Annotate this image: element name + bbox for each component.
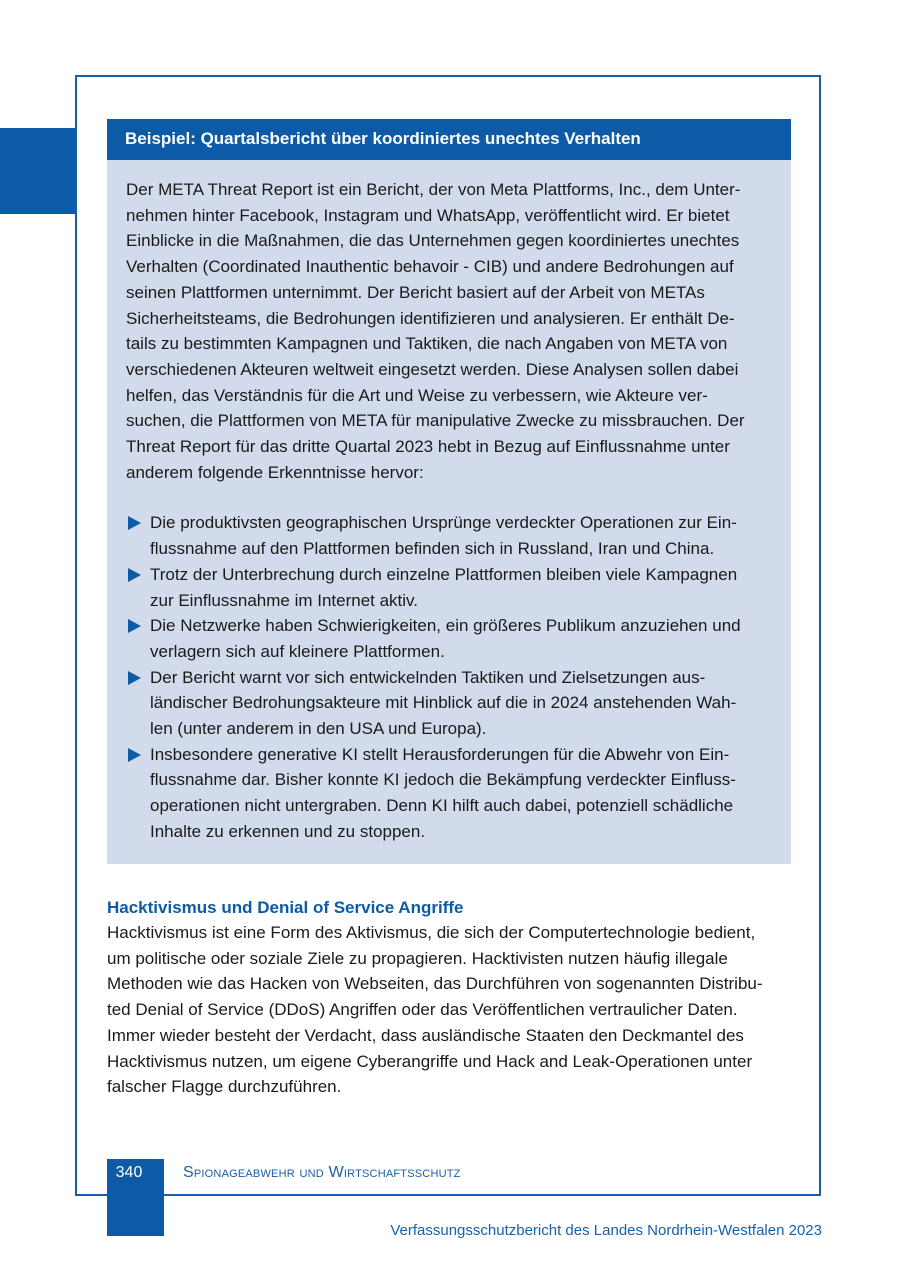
section-line: Methoden wie das Hacken von Webseiten, das Durchführen von sogenannten Distribu-: [107, 974, 763, 994]
list-item: [126, 510, 773, 561]
section-line: ted Denial of Service (DDoS) Angriffen oder das Veröffentlichen vertraulicher Daten.: [107, 1000, 738, 1020]
bullet-line: Der Bericht warnt vor sich entwickelnden Taktiken und Zielsetzungen aus-: [150, 667, 706, 687]
bullet-line: Inhalte zu erkennen und zu stoppen.: [150, 821, 426, 841]
intro-line: nehmen hinter Facebook, Instagram und WhatsApp, veröffentlicht wird. Er bietet: [126, 205, 730, 225]
section-line: um politische oder soziale Ziele zu propagieren. Hacktivisten nutzen häufig illegale: [107, 948, 728, 968]
triangle-bullet-icon: [128, 516, 141, 530]
bullet-line: operationen nicht untergraben. Denn KI hilft auch dabei, potenziell schädliche: [150, 796, 734, 816]
hacktivism-section: [107, 896, 797, 1100]
page-number: 340: [115, 1164, 143, 1181]
triangle-bullet-icon: [128, 568, 141, 582]
section-paragraph: [107, 920, 797, 1100]
bullet-line: ländischer Bedrohungsakteure mit Hinblick auf die in 2024 anstehenden Wah-: [150, 693, 737, 713]
triangle-bullet-icon: [128, 671, 141, 685]
intro-line: seinen Plattformen unternimmt. Der Bericht basiert auf der Arbeit von METAs: [126, 282, 705, 302]
intro-line: anderem folgende Erkenntnisse hervor:: [126, 462, 424, 482]
bullet-line: flussnahme auf den Plattformen befinden sich in Russland, Iran und China.: [150, 539, 715, 559]
bullet-line: Trotz der Unterbrechung durch einzelne Plattformen bleiben viele Kampagnen: [150, 564, 738, 584]
bullet-line: flussnahme dar. Bisher konnte KI jedoch die Bekämpfung verdeckter Einfluss-: [150, 770, 736, 790]
section-heading: Hacktivismus und Denial of Service Angriffe: [107, 898, 464, 917]
section-line: falscher Flagge durchzuführen.: [107, 1077, 342, 1097]
list-item: [126, 742, 773, 845]
section-line: Hacktivismus ist eine Form des Aktivismus, die sich der Computertechnologie bedient,: [107, 923, 756, 942]
bullet-line: zur Einflussnahme im Internet aktiv.: [150, 590, 419, 610]
section-line: Hacktivismus nutzen, um eigene Cyberangriffe und Hack and Leak-Operationen unter: [107, 1051, 753, 1071]
bullet-line: len (unter anderem in den USA und Europa).: [150, 719, 487, 739]
bullet-line: Insbesondere generative KI stellt Herausforderungen für die Abwehr von Ein-: [150, 744, 730, 764]
intro-line: Sicherheitsteams, die Bedrohungen identifizieren und analysieren. Er enthält De-: [126, 308, 735, 328]
intro-line: Einblicke in die Maßnahmen, die das Unternehmen gegen koordiniertes unechtes: [126, 231, 740, 251]
publication-footer: Verfassungsschutzbericht des Landes Nordrhein-Westfalen 2023: [390, 1222, 822, 1239]
intro-line: helfen, das Verständnis für die Art und Weise zu verbessern, wie Akteure ver-: [126, 385, 708, 405]
intro-line: verschiedenen Akteuren weltweit eingesetzt werden. Diese Analysen sollen dabei: [126, 359, 739, 379]
bullet-line: Die produktivsten geographischen Ursprünge verdeckter Operationen zur Ein-: [150, 513, 737, 533]
list-item: [126, 665, 773, 742]
intro-line: Der META Threat Report ist ein Bericht, der von Meta Plattforms, Inc., dem Unter-: [126, 180, 741, 199]
triangle-bullet-icon: [128, 619, 141, 633]
chapter-running-title: Spionageabwehr und Wirtschaftsschutz: [183, 1164, 461, 1181]
findings-list: [126, 510, 773, 844]
example-intro-paragraph: [126, 177, 773, 485]
list-item: [126, 613, 773, 664]
section-line: Immer wieder besteht der Verdacht, dass ausländische Staaten den Deckmantel des: [107, 1025, 744, 1045]
intro-line: suchen, die Plattformen von META für manipulative Zwecke zu missbrauchen. Der: [126, 411, 745, 431]
bullet-line: Die Netzwerke haben Schwierigkeiten, ein größeres Publikum anzuziehen und: [150, 616, 741, 636]
chapter-side-tab: [0, 128, 76, 214]
example-box-title: Beispiel: Quartalsbericht über koordiniertes unechtes Verhalten: [107, 119, 791, 160]
bullet-line: verlagern sich auf kleinere Plattformen.: [150, 641, 445, 661]
example-box-body: [107, 160, 791, 864]
triangle-bullet-icon: [128, 748, 141, 762]
intro-line: Threat Report für das dritte Quartal 2023 hebt in Bezug auf Einflussnahme unter: [126, 437, 730, 457]
intro-line: Verhalten (Coordinated Inauthentic behavoir - CIB) und andere Bedrohungen auf: [126, 257, 734, 277]
list-item: [126, 562, 773, 613]
intro-line: tails zu bestimmten Kampagnen und Taktiken, die nach Angaben von META von: [126, 334, 728, 354]
